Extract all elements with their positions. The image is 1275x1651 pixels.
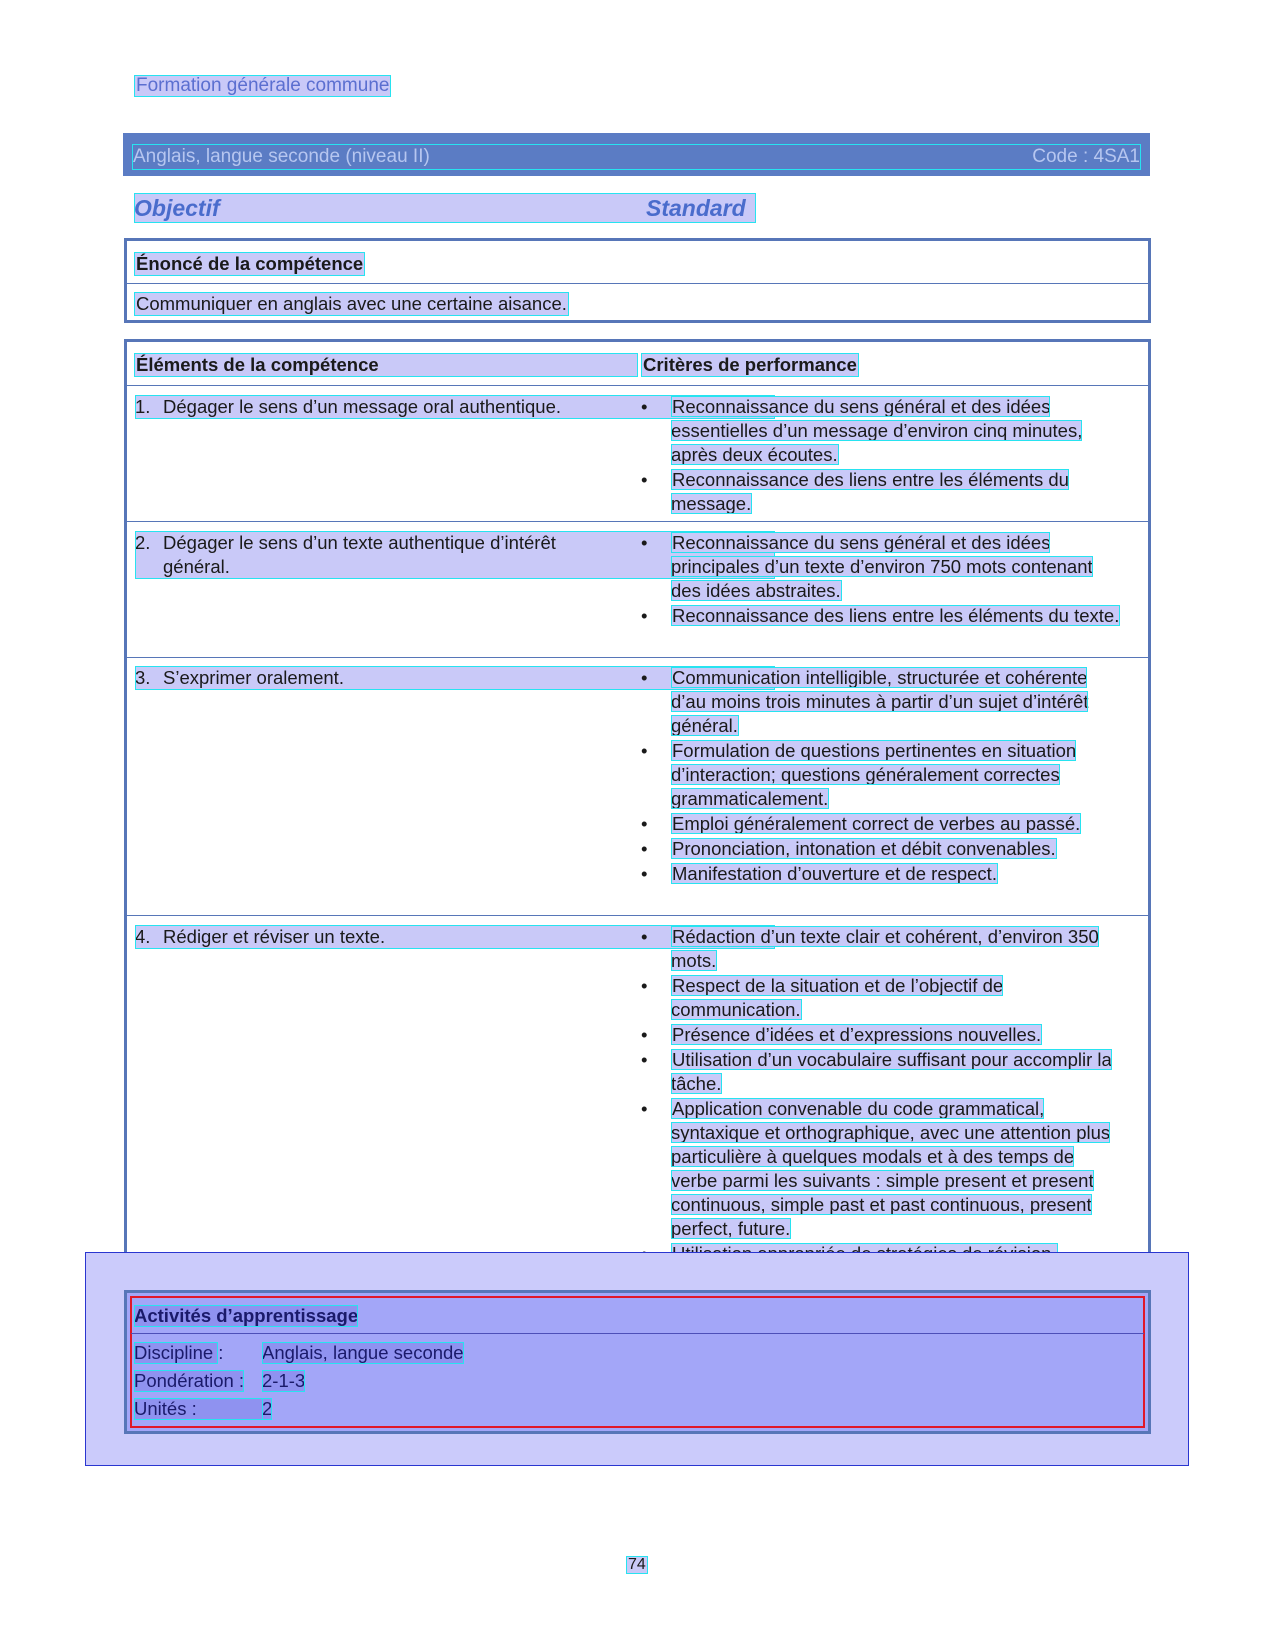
criteria-list <box>641 666 1121 887</box>
criterion-text: Emploi généralement correct de verbes au passé. <box>672 813 1081 834</box>
list-item: • Rédaction d’un texte clair et cohérent, d’environ 350 mots. <box>641 926 1099 971</box>
competency-box <box>124 238 1151 323</box>
activities-box <box>124 1290 1151 1434</box>
col-header-elements: Éléments de la compétence <box>134 353 638 377</box>
objective-label: Objectif <box>134 194 220 221</box>
list-item: • Reconnaissance du sens général et des idées essentielles d’un message d’environ cinq minutes, après deux écoutes. <box>641 396 1083 465</box>
units-label: Unités : <box>134 1398 268 1420</box>
criterion-text: Manifestation d’ouverture et de respect. <box>672 863 997 884</box>
col-header-criteria: Critères de performance <box>643 354 857 375</box>
criterion-text: Reconnaissance du sens général et des idées principales d’un texte d’environ 750 mots contenant des idées abstraites. <box>671 532 1093 601</box>
list-item: • Respect de la situation et de l’objectif de communication. <box>641 975 1004 1020</box>
list-item: • Formulation de questions pertinentes en situation d’interaction; questions généralement correctes grammaticalement. <box>641 740 1077 809</box>
criterion-text: Utilisation d’un vocabulaire suffisant pour accomplir la tâche. <box>671 1049 1112 1094</box>
standard-label: Standard <box>646 194 746 221</box>
list-item: • Utilisation d’un vocabulaire suffisant pour accomplir la tâche. <box>641 1049 1112 1094</box>
list-item: • Prononciation, intonation et débit convenables. <box>641 838 1056 859</box>
list-item: • Communication intelligible, structurée et cohérente d’au moins trois minutes à partir d’un sujet d’intérêt général. <box>641 667 1089 736</box>
criterion-text: Reconnaissance du sens général et des idées essentielles d’un message d’environ cinq minutes, après deux écoutes. <box>671 396 1083 465</box>
criterion-text: Application convenable du code grammatical, syntaxique et orthographique, avec une attention plus particulière à quelques modals et à des temps de verbe parmi les suivants : simple present et present continuous, simple past et past continuous, present perfect, future. <box>671 1098 1111 1239</box>
criterion-text: Présence d’idées et d’expressions nouvelles. <box>672 1024 1042 1045</box>
row-number: 1. <box>135 396 151 417</box>
weighting-label: Pondération : <box>134 1370 245 1391</box>
elements-table <box>124 339 1151 1278</box>
list-item: • Reconnaissance des liens entre les éléments du texte. <box>641 605 1120 626</box>
list-item: • Manifestation d’ouverture et de respect. <box>641 863 997 884</box>
competency-heading: Énoncé de la compétence <box>136 253 364 274</box>
activities-heading: Activités d’apprentissage <box>134 1305 359 1326</box>
list-item: • Reconnaissance du sens général et des idées principales d’un texte d’environ 750 mots contenant des idées abstraites. <box>641 532 1093 601</box>
row-number: 3. <box>135 667 151 688</box>
weighting-value: 2-1-3 <box>262 1370 306 1391</box>
criteria-list <box>641 531 1121 629</box>
criteria-list <box>641 925 1121 1267</box>
criterion-text: Communication intelligible, structurée et cohérente d’au moins trois minutes à partir d’un sujet d’intérêt général. <box>671 667 1089 736</box>
row-number: 2. <box>135 532 151 553</box>
units-value: 2 <box>262 1398 273 1419</box>
criteria-list <box>641 395 1121 517</box>
list-item: • Application convenable du code grammatical, syntaxique et orthographique, avec une attention plus particulière à quelques modals et à des temps de verbe parmi les suivants : simple present et present continuous, simple past et past continuous, present perfect, future. <box>641 1098 1111 1239</box>
criterion-text: Prononciation, intonation et débit convenables. <box>672 838 1056 859</box>
section-title: Formation générale commune <box>136 75 390 96</box>
list-item: • Reconnaissance des liens entre les éléments du message. <box>641 469 1069 514</box>
element-text: S’exprimer oralement. <box>163 667 344 688</box>
criterion-text: Reconnaissance des liens entre les éléments du texte. <box>672 605 1120 626</box>
row-number: 4. <box>135 926 151 947</box>
element-text: Rédiger et réviser un texte. <box>163 926 386 947</box>
page-number: 74 <box>628 1556 646 1573</box>
course-code: Code : 4SA1 <box>1032 146 1140 167</box>
element-text: Dégager le sens d’un texte authentique d’intérêt général. <box>163 532 556 577</box>
list-item: • Présence d’idées et d’expressions nouvelles. <box>641 1024 1042 1045</box>
criterion-text: Respect de la situation et de l’objectif de communication. <box>671 975 1004 1020</box>
criterion-text: Formulation de questions pertinentes en situation d’interaction; questions généralement correctes grammaticalement. <box>671 740 1077 809</box>
criterion-text: Reconnaissance des liens entre les éléments du message. <box>671 469 1069 514</box>
objective-standard-bar <box>134 193 756 223</box>
discipline-value: Anglais, langue seconde <box>262 1342 464 1363</box>
discipline-label: Discipline : <box>134 1342 224 1363</box>
competency-statement: Communiquer en anglais avec une certaine aisance. <box>136 293 567 314</box>
element-text: Dégager le sens d’un message oral authentique. <box>163 396 562 417</box>
list-item: • Emploi généralement correct de verbes au passé. <box>641 813 1081 834</box>
course-name: Anglais, langue seconde (niveau II) <box>133 146 430 167</box>
course-bar <box>123 133 1150 176</box>
criterion-text: Rédaction d’un texte clair et cohérent, d’environ 350 mots. <box>671 926 1099 971</box>
